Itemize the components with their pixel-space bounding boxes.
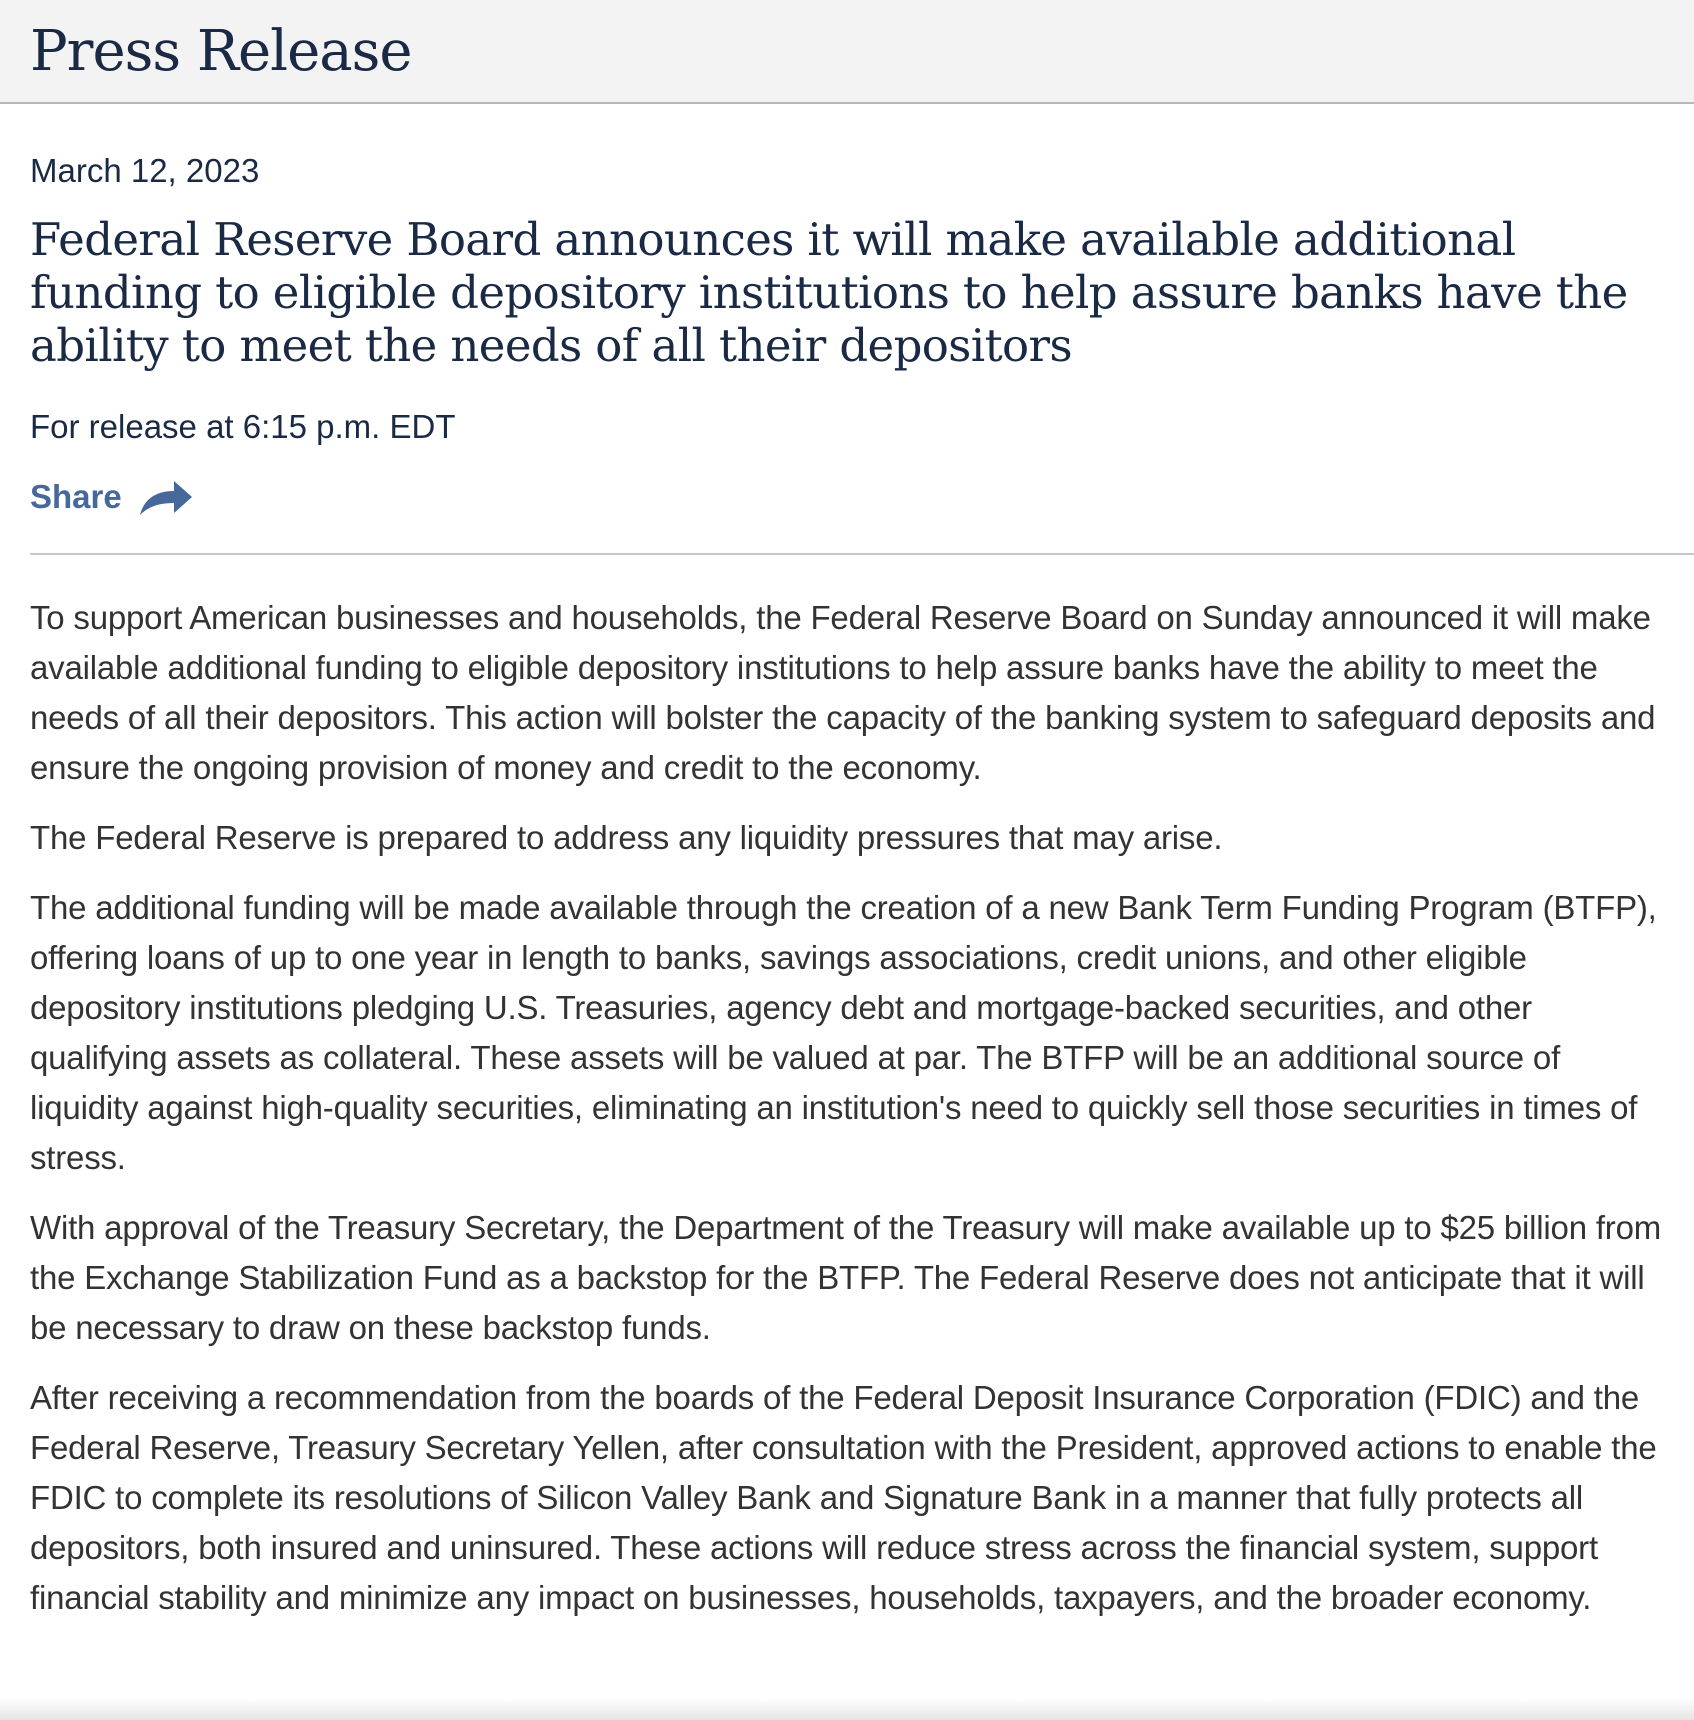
page-title: Press Release xyxy=(30,19,412,84)
body-paragraph-2: The Federal Reserve is prepared to address any liquidity pressures that may arise. xyxy=(30,818,1223,856)
release-time: For release at 6:15 p.m. EDT xyxy=(30,407,456,445)
press-release-content xyxy=(30,150,1680,1643)
body-paragraph-5: After receiving a recommendation from the boards of the Federal Deposit Insurance Corporation (FDIC) and the Federal Reserve, Treasury Secretary Yellen, after consultation with the President, approved actions to enable the FDIC to complete its resolutions of Silicon Valley Bank and Signature Bank in a manner that fully protects all depositors, both insured and uninsured. These actions will reduce stress across the financial system, support financial stability and minimize any impact on businesses, households, taxpayers, and the broader economy. xyxy=(30,1378,1657,1616)
bottom-fade xyxy=(0,1698,1694,1720)
body-paragraph-3: The additional funding will be made available through the creation of a new Bank Term Funding Program (BTFP), offering loans of up to one year in length to banks, savings associations, credit unions, and other eligible depository institutions pledging U.S. Treasuries, agency debt and mortgage-backed securities, and other qualifying assets as collateral. These assets will be valued at par. The BTFP will be an additional source of liquidity against high-quality securities, eliminating an institution's need to quickly sell those securities in times of stress. xyxy=(30,888,1657,1176)
share-button[interactable] xyxy=(30,477,194,517)
section-divider xyxy=(30,553,1694,555)
release-date: March 12, 2023 xyxy=(30,152,260,189)
page-header xyxy=(0,0,1694,104)
body-paragraph-4: With approval of the Treasury Secretary, the Department of the Treasury will make available up to $25 billion from the Exchange Stabilization Fund as a backstop for the BTFP. The Federal Reserve does not anticipate that it will be necessary to draw on these backstop funds. xyxy=(30,1208,1662,1346)
body-paragraph-1: To support American businesses and households, the Federal Reserve Board on Sunday announced it will make available additional funding to eligible depository institutions to help assure banks have the ability to meet the needs of all their depositors. This action will bolster the capacity of the banking system to safeguard deposits and ensure the ongoing provision of money and credit to the economy. xyxy=(30,598,1656,786)
release-body xyxy=(30,593,1670,1623)
share-arrow-icon xyxy=(136,477,194,517)
share-label: Share xyxy=(30,477,122,515)
release-headline: Federal Reserve Board announces it will make available additional funding to eligible depository institutions to help assure banks have the ability to meet the needs of all their depositors xyxy=(30,212,1628,372)
